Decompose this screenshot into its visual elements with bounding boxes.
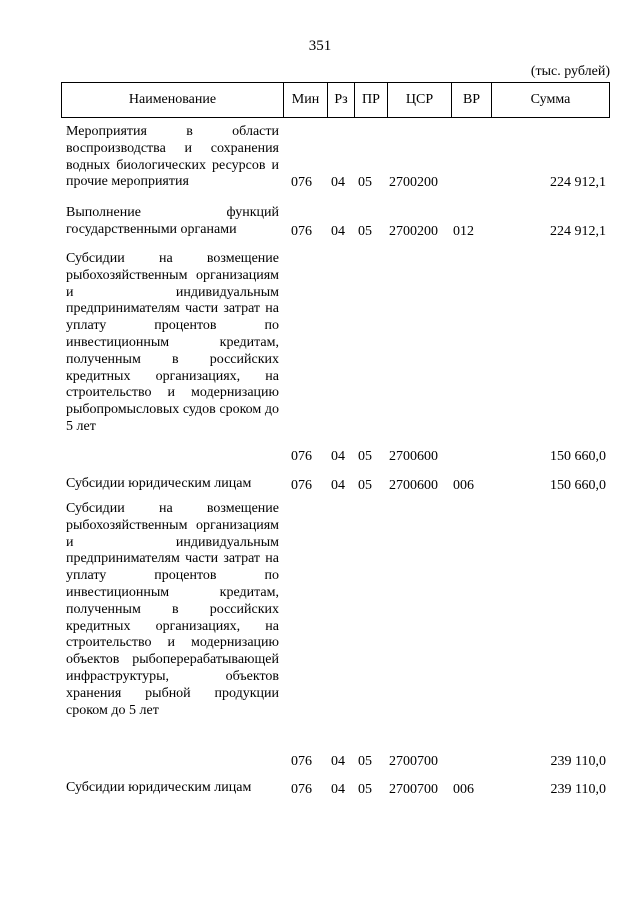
row-rz: 04 bbox=[331, 478, 345, 494]
row-pr: 05 bbox=[358, 478, 372, 494]
header-min: Мин bbox=[283, 83, 327, 117]
header-sum: Сумма bbox=[491, 83, 609, 117]
row-rz: 04 bbox=[331, 782, 345, 798]
row-min: 076 bbox=[291, 449, 312, 465]
row-name: Субсидии на возмещение рыбохозяйственным организациям и индивидуальным предпринимателям части затрат на уплату процентов по инвестиционным кредитам, полученным в российских кредитных организациях, на строительство и модернизацию объектов рыбоперерабатывающей инфраструктуры, объектов хранения рыбной продукции сроком до 5 лет bbox=[66, 501, 279, 718]
row-pr: 05 bbox=[358, 782, 372, 798]
row-pr: 05 bbox=[358, 754, 372, 770]
header-rz: Рз bbox=[327, 83, 354, 117]
table-row bbox=[61, 251, 610, 466]
row-sum: 239 110,0 bbox=[550, 782, 606, 798]
row-csr: 2700200 bbox=[389, 175, 438, 191]
row-name: Выполнение функций государственными органами bbox=[66, 205, 279, 237]
row-vr: 012 bbox=[453, 224, 474, 240]
row-name: Субсидии юридическим лицам bbox=[66, 476, 252, 491]
row-csr: 2700700 bbox=[389, 754, 438, 770]
table-row bbox=[61, 476, 610, 495]
row-name: Субсидии юридическим лицам bbox=[66, 780, 252, 795]
header-vr: ВР bbox=[451, 83, 491, 117]
header-csr: ЦСР bbox=[387, 83, 451, 117]
row-sum: 150 660,0 bbox=[550, 449, 606, 465]
row-pr: 05 bbox=[358, 175, 372, 191]
row-sum: 224 912,1 bbox=[550, 175, 606, 191]
row-csr: 2700600 bbox=[389, 478, 438, 494]
row-min: 076 bbox=[291, 782, 312, 798]
row-pr: 05 bbox=[358, 224, 372, 240]
row-min: 076 bbox=[291, 754, 312, 770]
row-csr: 2700700 bbox=[389, 782, 438, 798]
header-pr: ПР bbox=[354, 83, 387, 117]
table-row bbox=[61, 780, 610, 799]
table-row bbox=[61, 205, 610, 241]
row-csr: 2700600 bbox=[389, 449, 438, 465]
page-number: 351 bbox=[308, 38, 332, 54]
table-header bbox=[61, 82, 610, 118]
row-name: Мероприятия в области воспроизводства и сохранения водных биологических ресурсов и прочие мероприятия bbox=[66, 124, 279, 190]
row-csr: 2700200 bbox=[389, 224, 438, 240]
units-label: (тыс. рублей) bbox=[530, 64, 610, 79]
row-vr: 006 bbox=[453, 478, 474, 494]
row-sum: 239 110,0 bbox=[550, 754, 606, 770]
row-name: Субсидии на возмещение рыбохозяйственным организациям и индивидуальным предпринимателям части затрат на уплату процентов по инвестиционным кредитам, полученным в российских кредитных организациях, на строительство и модернизацию рыбопромысловых судов сроком до 5 лет bbox=[66, 251, 279, 434]
row-min: 076 bbox=[291, 175, 312, 191]
row-pr: 05 bbox=[358, 449, 372, 465]
row-min: 076 bbox=[291, 224, 312, 240]
row-rz: 04 bbox=[331, 754, 345, 770]
row-rz: 04 bbox=[331, 175, 345, 191]
row-sum: 224 912,1 bbox=[550, 224, 606, 240]
row-sum: 150 660,0 bbox=[550, 478, 606, 494]
row-rz: 04 bbox=[331, 449, 345, 465]
table-row bbox=[61, 501, 610, 771]
row-vr: 006 bbox=[453, 782, 474, 798]
row-min: 076 bbox=[291, 478, 312, 494]
table-row bbox=[61, 124, 610, 192]
header-name: Наименование bbox=[128, 92, 217, 107]
row-rz: 04 bbox=[331, 224, 345, 240]
